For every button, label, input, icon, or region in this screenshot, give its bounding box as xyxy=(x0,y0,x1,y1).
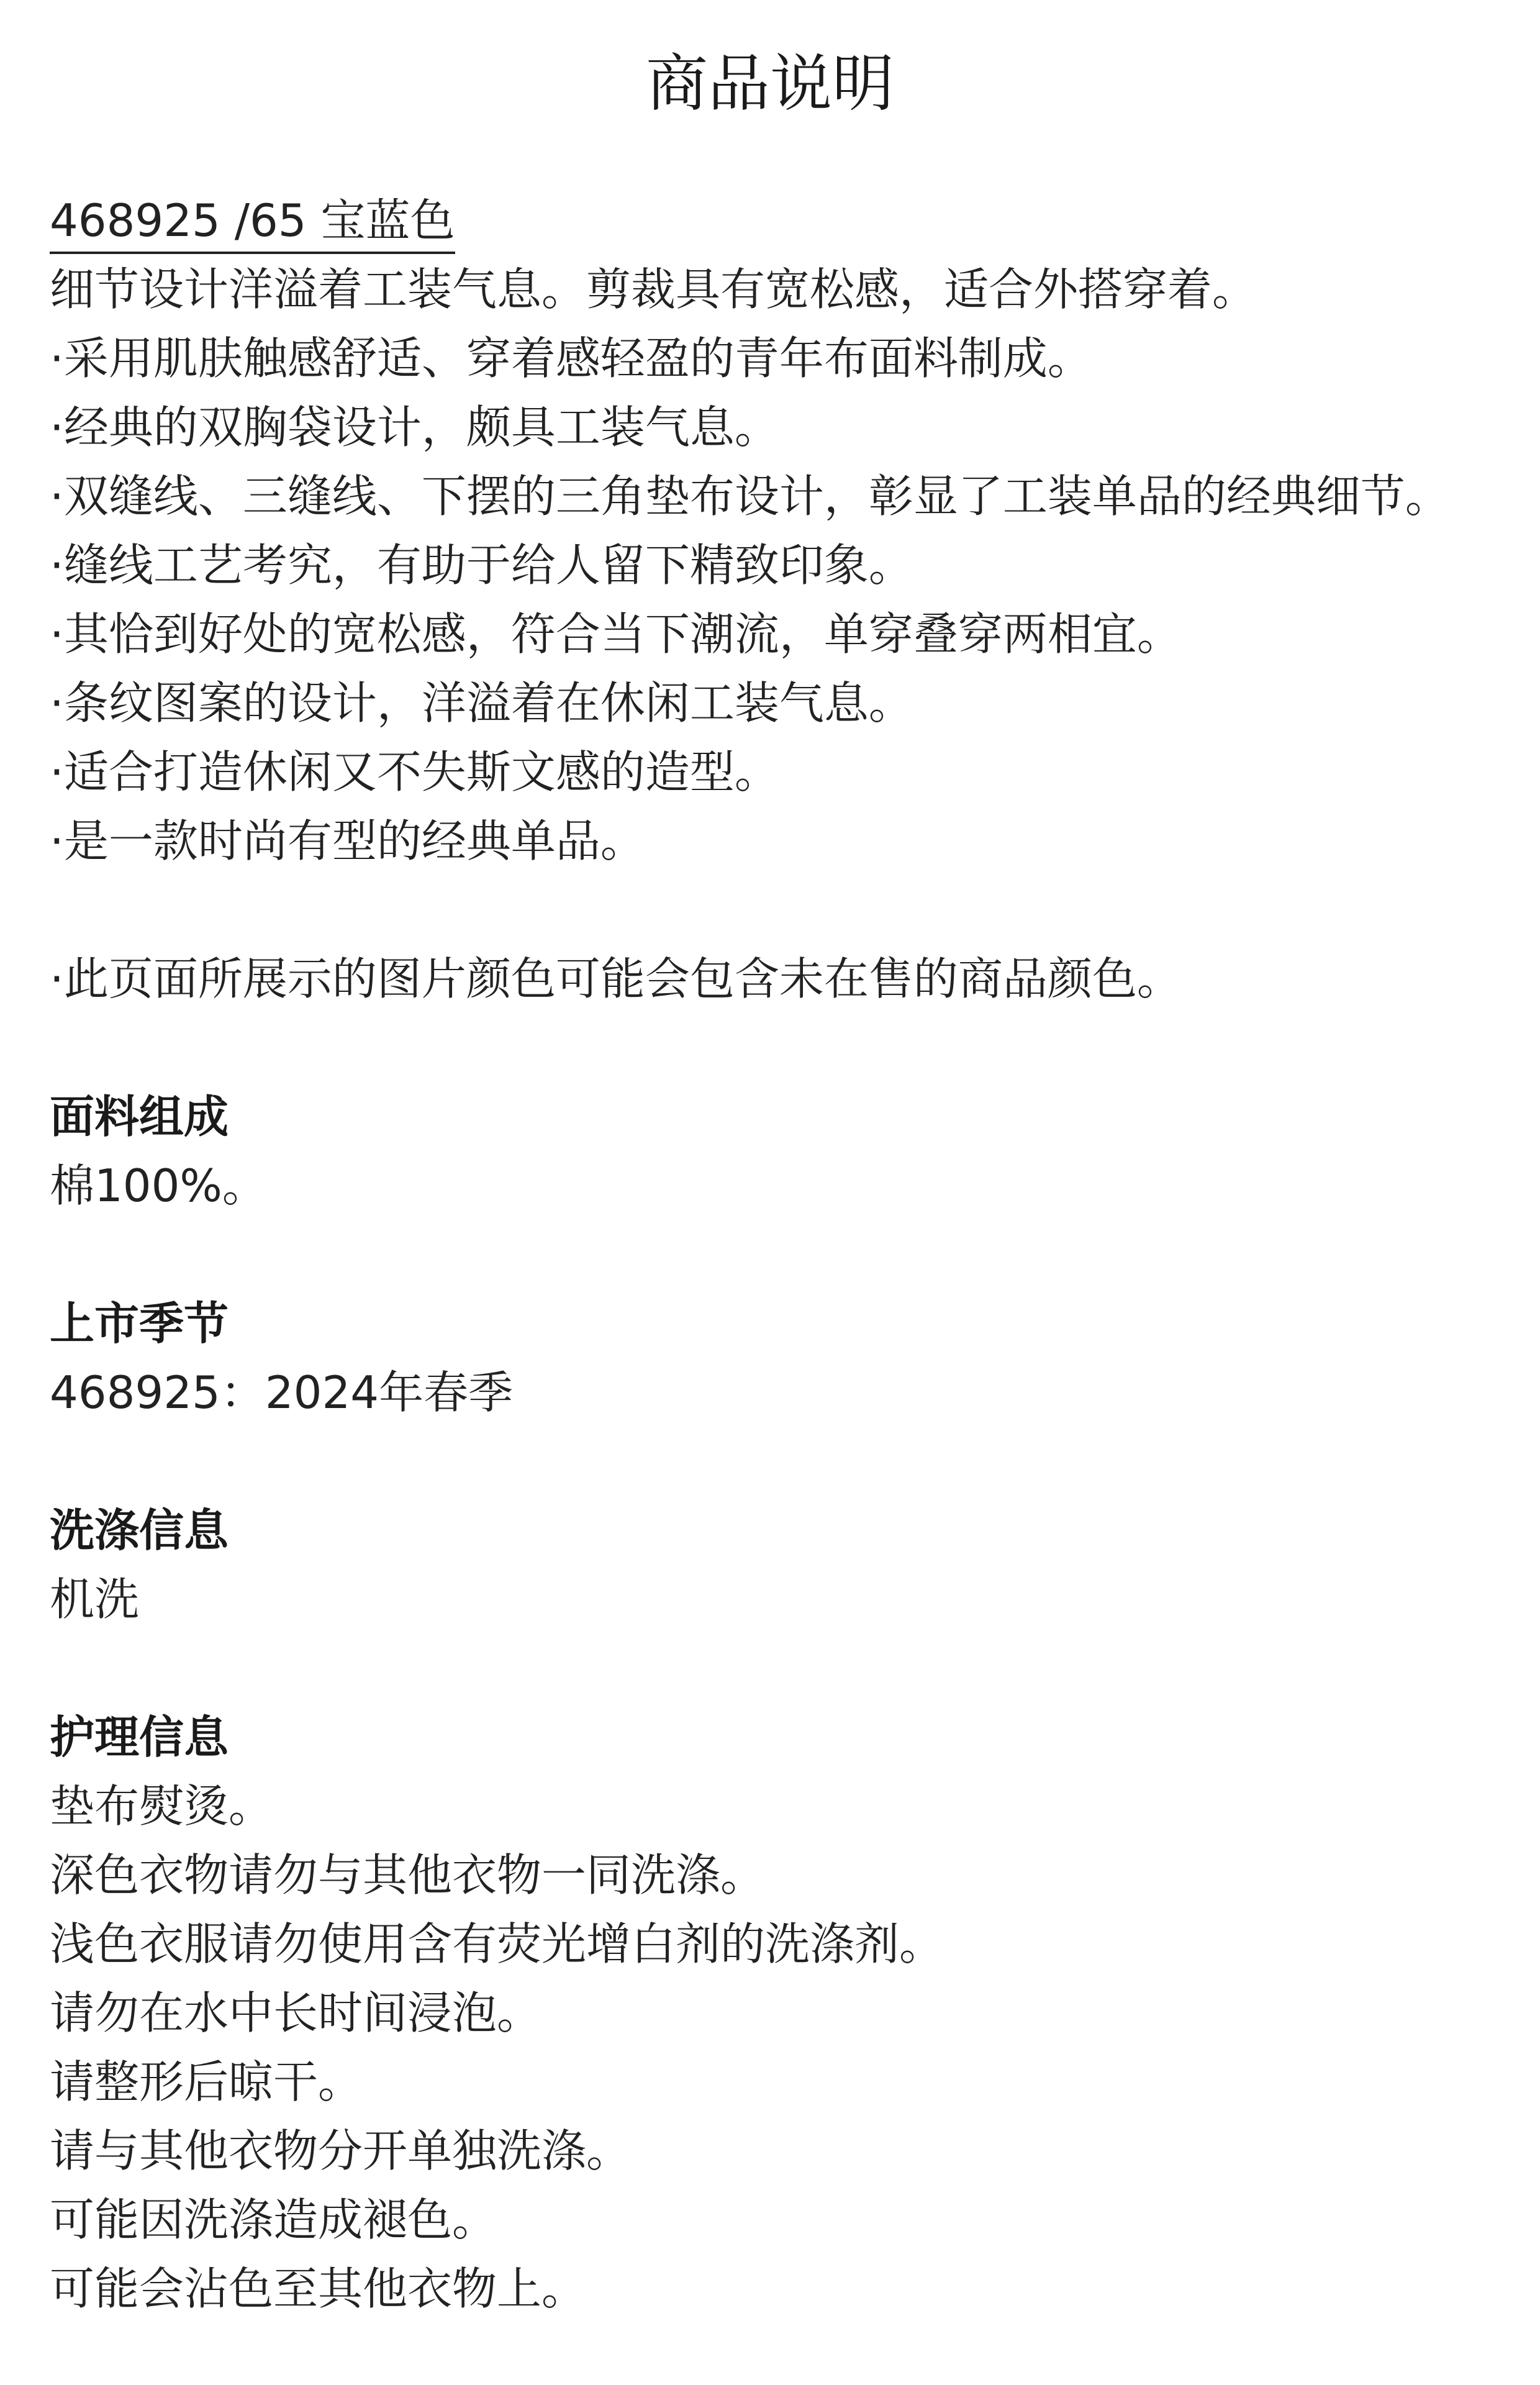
product-description-content xyxy=(50,186,1490,2324)
feature-bullet: ·缝线工艺考究，有助于给人留下精致印象。 xyxy=(50,539,913,591)
care-instruction: 请整形后晾干。 xyxy=(50,2056,363,2108)
care-instruction: 浅色衣服请勿使用含有荧光增白剂的洗涤剂。 xyxy=(50,1918,944,1970)
product-intro: 细节设计洋溢着工装气息。剪裁具有宽松感，适合外搭穿着。 xyxy=(50,263,1257,316)
feature-bullet: ·适合打造休闲又不失斯文感的造型。 xyxy=(50,746,779,798)
fabric-value: 棉100%。 xyxy=(50,1160,267,1212)
paragraph-spacer xyxy=(50,876,1490,945)
feature-bullet: ·双缝线、三缝线、下摆的三角垫布设计，彰显了工装单品的经典细节。 xyxy=(50,470,1450,522)
feature-bullet: ·是一款时尚有型的经典单品。 xyxy=(50,815,645,867)
paragraph-spacer xyxy=(50,1220,1490,1289)
season-heading: 上市季节 xyxy=(50,1297,229,1350)
fabric-heading: 面料组成 xyxy=(50,1091,229,1143)
product-code-color: 468925 /65 宝蓝色 xyxy=(50,189,455,254)
season-value: 468925：2024年春季 xyxy=(50,1366,514,1419)
care-instruction: 请勿在水中长时间浸泡。 xyxy=(50,1987,542,2039)
care-instruction: 垫布熨烫。 xyxy=(50,1780,274,1832)
care-instruction: 可能因洗涤造成褪色。 xyxy=(50,2194,497,2246)
paragraph-spacer xyxy=(50,1014,1490,1083)
feature-bullet: ·采用肌肤触感舒适、穿着感轻盈的青年布面料制成。 xyxy=(50,332,1092,384)
washing-value: 机洗 xyxy=(50,1573,140,1625)
washing-heading: 洗涤信息 xyxy=(50,1504,229,1556)
color-note: ·此页面所展示的图片颜色可能会包含未在售的商品颜色。 xyxy=(50,953,1182,1005)
feature-bullet: ·条纹图案的设计，洋溢着在休闲工装气息。 xyxy=(50,677,913,729)
care-instruction: 深色衣物请勿与其他衣物一同洗涤。 xyxy=(50,1849,766,1901)
paragraph-spacer xyxy=(50,1634,1490,1703)
care-instruction: 请与其他衣物分开单独洗涤。 xyxy=(50,2125,632,2177)
feature-bullet: ·其恰到好处的宽松感，符合当下潮流，单穿叠穿两相宜。 xyxy=(50,608,1182,660)
care-instruction: 可能会沾色至其他衣物上。 xyxy=(50,2263,587,2315)
care-heading: 护理信息 xyxy=(50,1711,229,1763)
feature-bullet: ·经典的双胸袋设计，颇具工装气息。 xyxy=(50,401,779,453)
page-title: 商品说明 xyxy=(646,47,894,120)
paragraph-spacer xyxy=(50,1427,1490,1496)
product-code-line xyxy=(50,186,1490,255)
